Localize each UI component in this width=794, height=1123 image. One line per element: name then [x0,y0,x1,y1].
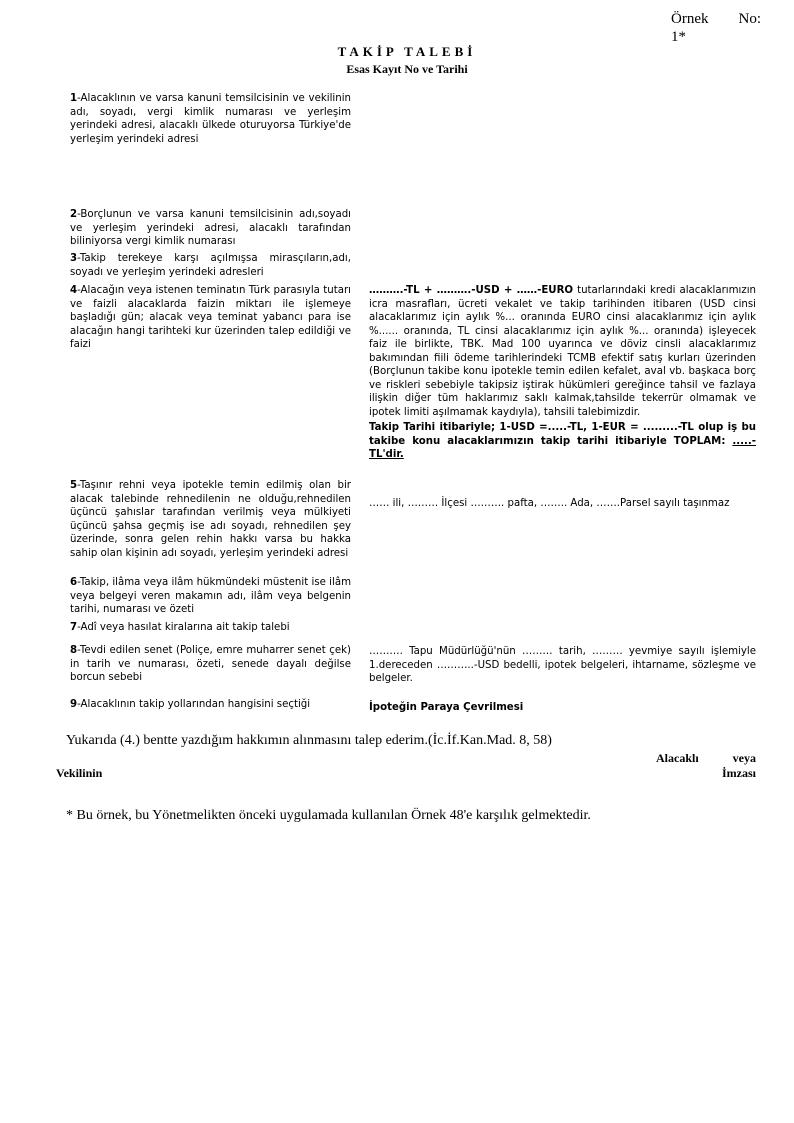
item-number: 1 [70,93,78,104]
item-number: 2 [70,209,78,220]
item-text: Takip, ilâma veya ilâm hükmündeki müstenit ise ilâm veya belgeyi veren makamın adı, ilâm veya belgenin tarihi, numarası ve özeti [70,577,351,615]
form-number [671,10,761,46]
page-subtitle: Esas Kayıt No ve Tarihi [346,62,468,76]
sign-vekilinin: Vekilinin [56,766,103,780]
item-text: Alacaklının takip yollarından hangisini seçtiği [80,699,311,710]
item-number: 6 [70,577,78,588]
item-6: 6-Takip, ilâma veya ilâm hükmündeki müstenit ise ilâm veya belgeyi veren makamın adı, ilâm veya belgenin tarihi, numarası ve özeti [70,577,351,615]
answer-4-bold: Takip Tarihi itibariyle; 1-USD =.....-TL, 1-EUR = .........-TL olup iş bu takibe konu alacaklarımızın takip tarihi itibariyle TOPLAM: [369,422,756,447]
answer-4-total-line [369,421,756,462]
item-3: 3-Takip terekeye karşı açılmışsa mirasçıların,adı, soyadı ve yerleşim yerindeki adresleri [70,253,351,278]
item-2: 2-Borçlunun ve varsa kanuni temsilcisinin adı,soyadı ve yerleşim yerindeki adresi, alacaklı tarafından biliniyorsa vergi kimlik numarası [70,209,351,247]
answer-5: …… ili, ……… İlçesi ………. pafta, …….. Ada, …….Parsel sayılı taşınmaz [369,498,730,509]
ornek-number: 1* [671,29,686,45]
ornek-label: Örnek [671,11,709,27]
item-4: 4-Alacağın veya istenen teminatın Türk parasıyla tutarı ve faizli alacaklarda faizin miktarı ile işlemeye başladığı gün; alacak veya teminat yabancı para ise alacağın hangi tarihteki kur üzerinden talep edildiği ve faizi [70,285,351,350]
item-number: 9 [70,699,78,710]
answer-4-total: .....-TL'dir. [369,435,756,460]
item-number: 7 [70,622,78,633]
request-statement: Yukarıda (4.) bentte yazdığım hakkımın alınmasını talep ederim.(İc.İf.Kan.Mad. 8, 58) [66,733,552,748]
signature-block [56,751,756,781]
item-text: Alacağın veya istenen teminatın Türk parasıyla tutarı ve faizli alacaklarda faizin miktarı ile işlemeye başladığı gün; alacak veya teminat yabancı para ise alacağın hangi tarihteki kur üzerinden talep edildiği ve faizi [70,285,351,350]
item-number: 8 [70,645,78,656]
item-5: 5-Taşınır rehni veya ipotekle temin edilmiş olan bir alacak talebinde rehnedilenin ne olduğu,rehnedilen üçüncü şahıslar tarafından verilmiş veya mülkiyeti üçüncü şahsa geçmiş ise adı soyadı, rehnedilen şey üzerinde, sonra gelen rehin hakkı varsa bu hakka sahip olan kişinin adı soyadı, yerleşim yerindeki adresi [70,480,351,559]
item-text: Tevdi edilen senet (Poliçe, emre muharrer senet çek) in tarih ve numarası, özeti, senede dayalı değilse borcun sebebi [70,645,351,683]
item-9: 9-Alacaklının takip yollarından hangisini seçtiği [70,699,311,710]
answer-4-amounts: ……….-TL + ……….-USD + ……-EURO [369,285,574,296]
item-text: Alacaklının ve varsa kanuni temsilcisinin ve vekilinin adı, soyadı, vergi kimlik numarası ve yerleşim yerindeki adresi, alacaklı ülkede oturuyorsa Türkiye'de yerleşim yerindeki adresi [70,93,351,145]
item-text: Taşınır rehni veya ipotekle temin edilmiş olan bir alacak talebinde rehnedilenin ne olduğu,rehnedilen üçüncü şahıslar tarafından verilmiş veya mülkiyeti üçüncü şahsa geçmiş ise adı soyadı, rehnedilen şey üzerinde, sonra gelen rehin hakkı varsa bu hakka sahip olan kişinin adı soyadı, yerleşim yerindeki adresi [70,480,351,559]
answer-8: ………. Tapu Müdürlüğü'nün ……… tarih, ……… yevmiye sayılı işlemiyle 1.dereceden ………..-USD bedelli, ipotek belgeleri, ihtarname, sözleşme ve belgeler. [369,646,756,684]
sign-veya: veya [732,751,756,765]
answer-9: İpoteğin Paraya Çevrilmesi [369,702,524,713]
item-7: 7-Adî veya hasılat kiralarına ait takip talebi [70,622,290,633]
answer-4 [369,284,756,462]
no-label: No: [738,11,761,27]
item-8: 8-Tevdi edilen senet (Poliçe, emre muharrer senet çek) in tarih ve numarası, özeti, senede dayalı değilse borcun sebebi [70,645,351,683]
item-1: 1-Alacaklının ve varsa kanuni temsilcisinin ve vekilinin adı, soyadı, vergi kimlik numarası ve yerleşim yerindeki adresi, alacaklı ülkede oturuyorsa Türkiye'de yerleşim yerindeki adresi [70,93,351,145]
item-text: Takip terekeye karşı açılmışsa mirasçıların,adı, soyadı ve yerleşim yerindeki adresleri [70,253,351,278]
sign-alacakli: Alacaklı [656,751,699,765]
item-number: 3 [70,253,78,264]
page-title: TAKİP TALEBİ [337,44,477,59]
answer-4-text: tutarlarındaki kredi alacaklarımızın icra masrafları, ücreti vekalet ve takip tarihinden itibaren (USD cinsi alacaklarımız için aylık %... oranında EURO cinsi alacaklarımız için aylık %...... oranında, TL cinsi alacaklarımız için aylık %... oranında) işleyecek faiz ile birlikte, TBK. Mad 100 uyarınca ve döviz cinsli alacaklarımız bakımından fiili ödeme tarihlerindeki TCMB efektif satış kurları üzerinden (Borçlunun takibe konu ipotekle temin edilen kefalet, aval vb. başkaca borç ve riskleri sebebiyle takipsiz iştirak hükümleri gereğince tahsil ve fazlaya ilişkin diğer tüm haklarımız saklı kalmak,tahsilde tekerrür olmamak ve ipotek limiti aşılmamak kaydıyla), tahsili talebimizdir. [369,285,756,418]
sign-imzasi: İmzası [722,766,756,780]
footnote: * Bu örnek, bu Yönetmelikten önceki uygulamada kullanılan Örnek 48'e karşılık gelmektedir. [66,808,591,823]
item-number: 4 [70,285,78,296]
item-text: Adî veya hasılat kiralarına ait takip talebi [80,622,290,633]
item-number: 5 [70,480,78,491]
item-text: Borçlunun ve varsa kanuni temsilcisinin adı,soyadı ve yerleşim yerindeki adresi, alacaklı tarafından biliniyorsa vergi kimlik numarası [70,209,351,247]
